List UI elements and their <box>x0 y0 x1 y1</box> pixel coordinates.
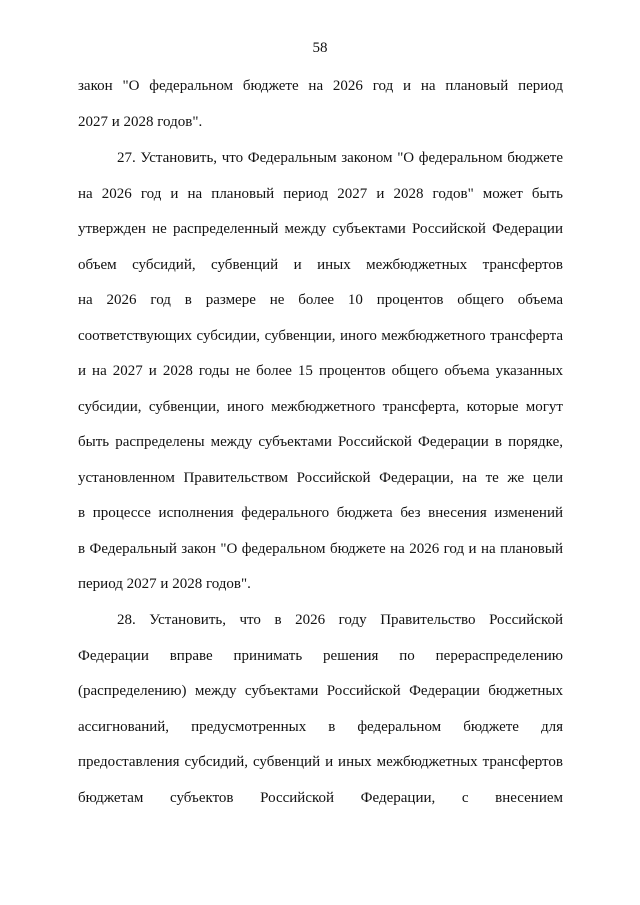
text-line: объем субсидий, субвенций и иных межбюджетных трансфертов <box>78 257 563 273</box>
text-line: утвержден не распределенный между субъектами Российской Федерации <box>78 221 563 237</box>
text-line: (распределению) между субъектами Российской Федерации бюджетных <box>78 683 563 699</box>
text-line: 2027 и 2028 годов". <box>78 114 203 130</box>
text-line: период 2027 и 2028 годов". <box>78 576 251 592</box>
text-line: и на 2027 и 2028 годы не более 15 процентов общего объема указанных <box>78 363 563 379</box>
text-line: на 2026 год и на плановый период 2027 и 2028 годов" может быть <box>78 186 563 202</box>
text-line: бюджетам субъектов Российской Федерации, с внесением <box>78 790 563 806</box>
text-line: субсидии, субвенции, иного межбюджетного трансферта, которые могут <box>78 399 563 415</box>
paragraph-28-start: 28. Установить, что в 2026 году Правительство Российской <box>117 612 563 628</box>
text-line: предоставления субсидий, субвенций и иных межбюджетных трансфертов <box>78 754 563 770</box>
text-line: Федерации вправе принимать решения по перераспределению <box>78 648 563 664</box>
text-line: соответствующих субсидии, субвенции, иного межбюджетного трансферта <box>78 328 563 344</box>
text-line: быть распределены между субъектами Российской Федерации в порядке, <box>78 434 563 450</box>
text-line: в процессе исполнения федерального бюджета без внесения изменений <box>78 505 563 521</box>
text-line: закон "О федеральном бюджете на 2026 год и на плановый период <box>78 78 563 94</box>
text-line: на 2026 год в размере не более 10 процентов общего объема <box>78 292 563 308</box>
text-line: установленном Правительством Российской Федерации, на те же цели <box>78 470 563 486</box>
text-line: в Федеральный закон "О федеральном бюджете на 2026 год и на плановый <box>78 541 563 557</box>
text-line: ассигнований, предусмотренных в федеральном бюджете для <box>78 719 563 735</box>
page-number: 58 <box>312 40 328 56</box>
paragraph-27-start: 27. Установить, что Федеральным законом "О федеральном бюджете <box>117 150 563 166</box>
